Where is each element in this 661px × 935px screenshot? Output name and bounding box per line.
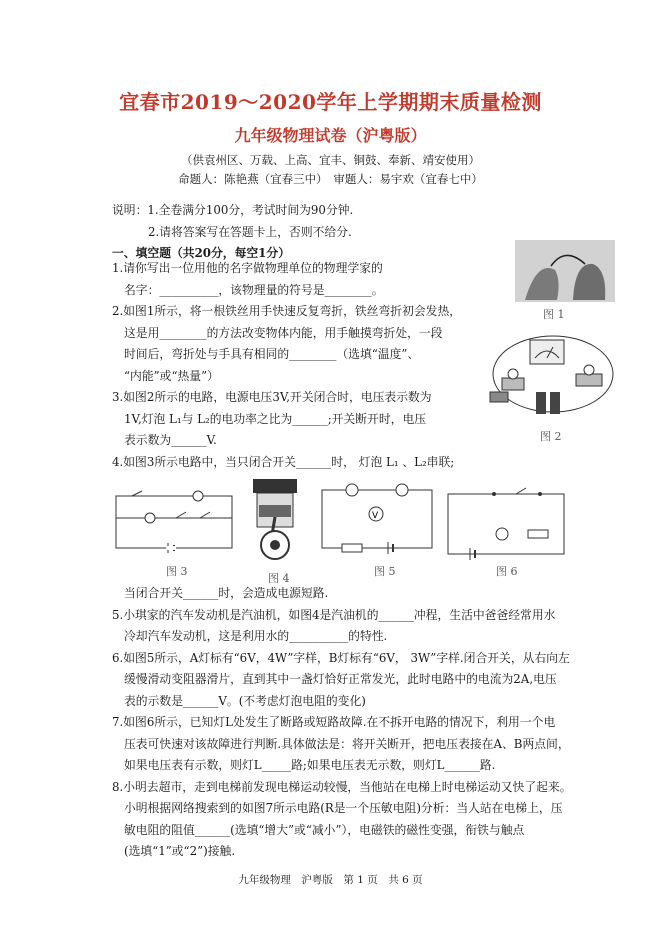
figure-6-circuit [444, 480, 568, 562]
q6-line3: 表的示数是______V。(不考虑灯泡电阻的变化) [124, 693, 366, 708]
figure-3-circuit [110, 490, 238, 556]
figure-5-caption: 图 5 [374, 565, 396, 578]
q6-line2: 缓慢滑动变阻器滑片，直到其中一盏灯恰好正常发光，此时电路中的电流为2A,电压 [124, 672, 557, 686]
figure-4-caption: 图 4 [268, 572, 290, 585]
figure-1-photo [515, 240, 615, 302]
exam-authors: 命题人：陈艳燕（宜春三中） 审题人：易宇欢（宜春七中） [178, 172, 483, 186]
q7-line3: 如果电压表有示数，则灯L_____路;如果电压表无示数，则灯L______路. [124, 758, 496, 772]
figure-2-circuit [478, 330, 628, 426]
page-footer: 九年级物理 沪粤版 第 1 页 共 6 页 [238, 874, 423, 886]
figure-1-caption: 图 1 [543, 308, 565, 321]
questions-block-2 [112, 583, 582, 863]
section-heading: 一、填空题（共20分，每空1分） [112, 246, 290, 260]
q7-line1: 7.如图6所示，已知灯L处发生了断路或短路故障.在不拆开电路的情况下，利用一个电 [112, 715, 556, 729]
q3-line1: 3.如图2所示的电路，电源电压3V,开关闭合时，电压表示数为 [112, 390, 432, 404]
figure-2-caption: 图 2 [540, 430, 562, 443]
exam-scope: （供袁州区、万载、上高、宜丰、铜鼓、奉新、靖安使用） [181, 153, 480, 167]
figure-4-engine [245, 475, 305, 567]
questions-block-1 [112, 258, 522, 473]
q7-line2: 压表可快速对该故障进行判断.具体做法是：将开关断开，把电压表接在A、B两点间， [124, 736, 570, 751]
q8-line2: 小明根据网络搜索到的如图7所示电路(R是一个压敏电阻)分析：当人站在电梯上，压 [124, 801, 563, 815]
exam-subtitle: 九年级物理试卷（沪粤版） [234, 126, 427, 145]
q3-line3: 表示数为______V. [124, 433, 217, 447]
note-1: 说明：1.全卷满分100分，考试时间为90分钟. [112, 203, 354, 217]
q8-line1: 8.小明去超市，走到电梯前发现电梯运动较慢，当他站在电梯上时电梯运动又快了起来。 [112, 779, 572, 794]
q5-line1: 5.小琪家的汽车发动机是汽油机，如图4是汽油机的______冲程，生活中爸爸经常用水 [112, 607, 556, 622]
q2-line1: 2.如图1所示，将一根铁丝用手快速反复弯折，铁丝弯折初会发热， [112, 304, 462, 318]
q5-line2: 冷却汽车发动机，这是利用水的__________的特性. [124, 629, 388, 643]
q6-line1: 6.如图5所示，A灯标有“6V，4W”字样，B灯标有“6V， 3W”字样.闭合开关，从右向左 [112, 650, 570, 665]
q3-line2: 1V,灯泡 L₁与 L₂的电功率之比为______;开关断开时，电压 [124, 411, 427, 426]
exam-title: 宜春市2019～2020学年上学期期末质量检测 [119, 90, 542, 114]
figure-3-caption: 图 3 [166, 565, 188, 578]
q1-line2: 名字：__________，该物理量的符号是________。 [124, 282, 384, 297]
q8-line3: 敏电阻的阻值______(选填“增大”或“减小”），电磁铁的磁性变强，衔铁与触点 [124, 822, 525, 837]
q8-line4: (选填“1”或“2”)接触. [124, 844, 236, 858]
q2-line4: “内能”或“热量”） [124, 368, 219, 383]
note-2: 2.请将答案写在答题卡上，否则不给分. [148, 224, 352, 239]
figure-5-circuit [318, 482, 436, 558]
q2-line3: 时间后，弯折处与手具有相同的________（选填“温度”、 [124, 347, 420, 361]
figure-6-caption: 图 6 [496, 565, 518, 578]
q4-line2: 当闭合开关______时，会造成电源短路. [124, 586, 329, 600]
q2-line2: 这是用________的方法改变物体内能，用手触摸弯折处，一段 [124, 325, 443, 340]
q4-line1: 4.如图3所示电路中，当只闭合开关______时， 灯泡 L₁ 、L₂串联; [112, 454, 455, 469]
notes-block [112, 200, 542, 265]
q1-line1: 1.请你写出一位用他的名字做物理单位的物理学家的 [112, 261, 383, 275]
svg-text:V: V [372, 511, 379, 521]
